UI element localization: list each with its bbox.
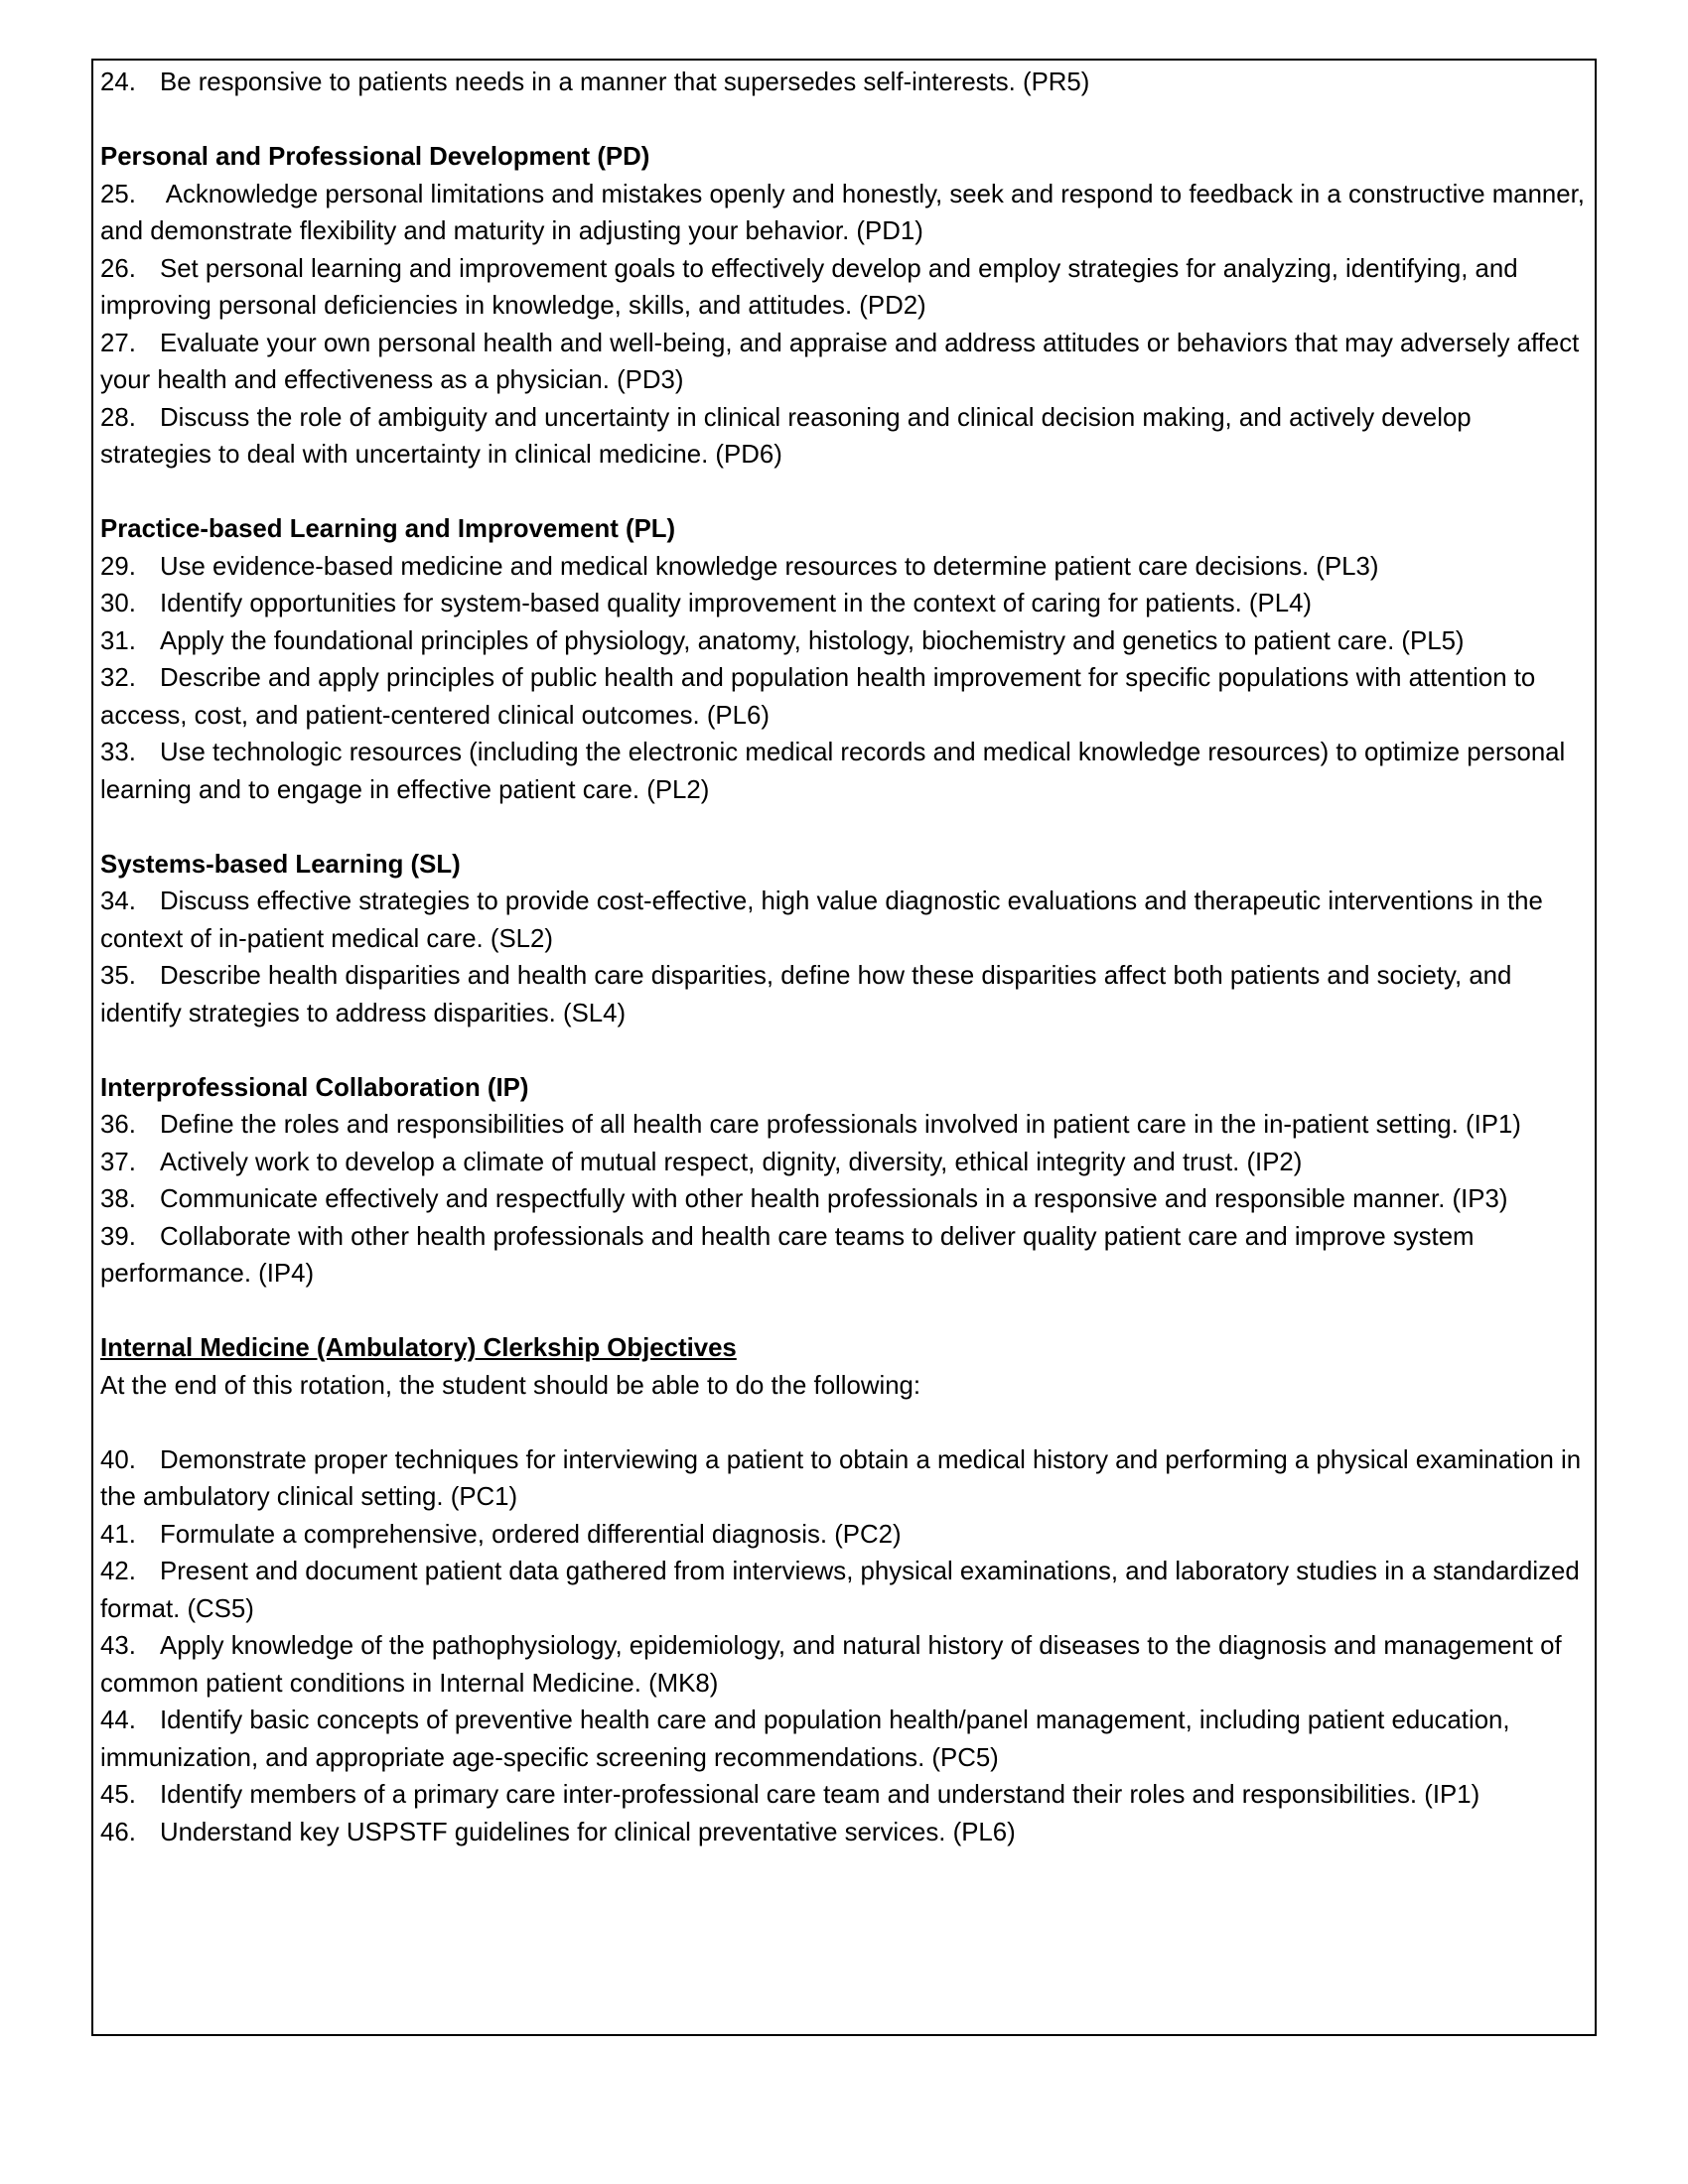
item-text: Identify members of a primary care inter-professional care team and understand their roles and responsibilities. (IP1) xyxy=(160,1781,1480,1809)
item-number: 28. xyxy=(100,403,136,432)
item-number: 44. xyxy=(100,1706,136,1734)
objective-36 xyxy=(100,1107,1589,1145)
item-number: 45. xyxy=(100,1781,136,1809)
item-text: Actively work to develop a climate of mutual respect, dignity, diversity, ethical integrity and trust. (IP2) xyxy=(160,1148,1303,1176)
spacer xyxy=(100,1405,1589,1442)
clerkship-heading: Internal Medicine (Ambulatory) Clerkship Objectives xyxy=(100,1334,737,1362)
item-number: 32. xyxy=(100,664,136,692)
objective-44 xyxy=(100,1703,1589,1777)
item-text: Identify opportunities for system-based quality improvement in the context of caring for patients. (PL4) xyxy=(160,590,1313,617)
item-text: Discuss the role of ambiguity and uncertainty in clinical reasoning and clinical decision making, and actively develop strategies to deal with uncertainty in clinical medicine. (PD6) xyxy=(100,403,1472,469)
document-box xyxy=(91,59,1597,2036)
item-number: 25. xyxy=(100,180,136,208)
item-text: Acknowledge personal limitations and mistakes openly and honestly, seek and respond to feedback in a constructive manner, and demonstrate flexibility and maturity in adjusting your behavior. (PD1) xyxy=(100,180,1585,245)
spacer xyxy=(100,1032,1589,1070)
item-number: 24. xyxy=(100,68,136,96)
item-text: Evaluate your own personal health and well-being, and appraise and address attitudes or behaviors that may adversely affect your health and effectiveness as a physician. (PD3) xyxy=(100,329,1580,394)
item-text: Collaborate with other health professionals and health care teams to deliver quality patient care and improve system performance. (IP4) xyxy=(100,1222,1475,1288)
objective-43 xyxy=(100,1628,1589,1703)
objective-28 xyxy=(100,400,1589,475)
item-number: 42. xyxy=(100,1558,136,1585)
item-text: Set personal learning and improvement goals to effectively develop and employ strategies for analyzing, identifying, and improving personal deficiencies in knowledge, skills, and attitudes. (PD2) xyxy=(100,254,1518,320)
objective-42 xyxy=(100,1554,1589,1628)
section-heading-ip: Interprofessional Collaboration (IP) xyxy=(100,1073,529,1102)
item-number: 37. xyxy=(100,1148,136,1176)
item-number: 41. xyxy=(100,1520,136,1549)
item-number: 27. xyxy=(100,329,136,357)
item-number: 40. xyxy=(100,1445,136,1474)
objective-38 xyxy=(100,1181,1589,1219)
item-text: Apply knowledge of the pathophysiology, epidemiology, and natural history of diseases to the diagnosis and management of common patient conditions in Internal Medicine. (MK8) xyxy=(100,1632,1562,1698)
item-number: 29. xyxy=(100,552,136,581)
item-number: 36. xyxy=(100,1111,136,1139)
item-text: Describe and apply principles of public health and population health improvement for specific populations with attention to access, cost, and patient-centered clinical outcomes. (PL6) xyxy=(100,664,1536,730)
objective-24 xyxy=(100,65,1589,102)
item-number: 43. xyxy=(100,1632,136,1660)
item-text: Present and document patient data gathered from interviews, physical examinations, and laboratory studies in a standardized format. (CS5) xyxy=(100,1558,1580,1623)
objective-46 xyxy=(100,1815,1589,1852)
clerkship-intro: At the end of this rotation, the student should be able to do the following: xyxy=(100,1371,921,1400)
item-number: 33. xyxy=(100,739,136,766)
item-text: Use technologic resources (including the electronic medical records and medical knowledge resources) to optimize personal learning and to engage in effective patient care. (PL2) xyxy=(100,739,1566,804)
objective-40 xyxy=(100,1442,1589,1517)
item-number: 35. xyxy=(100,962,136,990)
spacer xyxy=(100,102,1589,140)
item-text: Use evidence-based medicine and medical knowledge resources to determine patient care decisions. (PL3) xyxy=(160,552,1379,581)
objective-35 xyxy=(100,958,1589,1032)
item-number: 38. xyxy=(100,1185,136,1213)
objective-30 xyxy=(100,586,1589,623)
item-text: Apply the foundational principles of physiology, anatomy, histology, biochemistry and genetics to patient care. (PL5) xyxy=(160,626,1465,655)
objective-39 xyxy=(100,1219,1589,1294)
objective-37 xyxy=(100,1145,1589,1182)
section-heading-pl: Practice-based Learning and Improvement (PL) xyxy=(100,515,676,543)
item-text: Demonstrate proper techniques for interviewing a patient to obtain a medical history and performing a physical examination in the ambulatory clinical setting. (PC1) xyxy=(100,1445,1582,1511)
spacer xyxy=(100,475,1589,512)
objective-34 xyxy=(100,884,1589,958)
objective-31 xyxy=(100,623,1589,661)
item-text: Formulate a comprehensive, ordered differential diagnosis. (PC2) xyxy=(160,1520,902,1549)
item-text: Define the roles and responsibilities of all health care professionals involved in patient care in the in-patient setting. (IP1) xyxy=(160,1111,1521,1139)
item-number: 34. xyxy=(100,887,136,915)
item-text: Communicate effectively and respectfully with other health professionals in a responsive and responsible manner. (IP3) xyxy=(160,1185,1508,1213)
objective-41 xyxy=(100,1517,1589,1555)
section-heading-pd: Personal and Professional Development (PD) xyxy=(100,143,650,171)
item-text: Be responsive to patients needs in a manner that supersedes self-interests. (PR5) xyxy=(160,68,1090,96)
objective-32 xyxy=(100,660,1589,735)
section-heading-sl: Systems-based Learning (SL) xyxy=(100,850,461,879)
objective-33 xyxy=(100,735,1589,809)
objective-25 xyxy=(100,177,1589,251)
item-number: 46. xyxy=(100,1818,136,1846)
item-text: Identify basic concepts of preventive health care and population health/panel management, including patient education, immunization, and appropriate age-specific screening recommendations. (PC5) xyxy=(100,1706,1510,1772)
objective-45 xyxy=(100,1777,1589,1815)
item-number: 26. xyxy=(100,254,136,283)
item-number: 39. xyxy=(100,1222,136,1251)
item-number: 30. xyxy=(100,590,136,617)
item-text: Discuss effective strategies to provide cost-effective, high value diagnostic evaluations and therapeutic interventions in the context of in-patient medical care. (SL2) xyxy=(100,887,1543,953)
item-number: 31. xyxy=(100,626,136,655)
objective-27 xyxy=(100,326,1589,400)
item-text: Describe health disparities and health care disparities, define how these disparities affect both patients and society, and identify strategies to address disparities. (SL4) xyxy=(100,962,1512,1027)
item-text: Understand key USPSTF guidelines for clinical preventative services. (PL6) xyxy=(160,1818,1016,1846)
spacer xyxy=(100,809,1589,847)
objective-26 xyxy=(100,251,1589,326)
spacer xyxy=(100,1294,1589,1331)
objective-29 xyxy=(100,549,1589,587)
